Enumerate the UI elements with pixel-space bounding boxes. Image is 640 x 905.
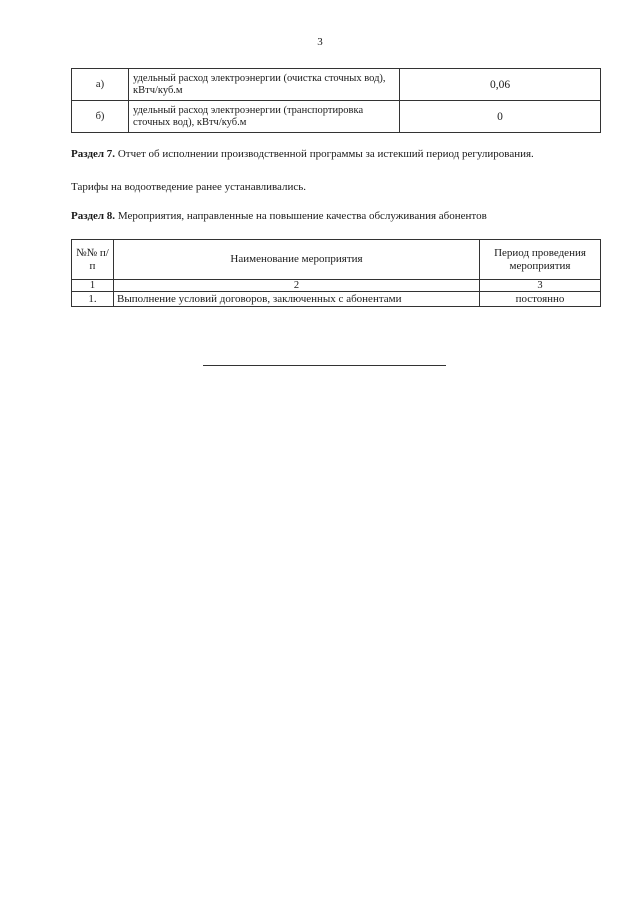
row-letter: а): [72, 69, 129, 101]
row-description: удельный расход электроэнергии (очистка сточных вод), кВтч/куб.м: [129, 69, 400, 101]
header-name: Наименование мероприятия: [114, 240, 480, 280]
column-index: 1: [72, 280, 114, 292]
energy-consumption-table: [71, 68, 601, 133]
section-7-paragraph: [71, 148, 534, 160]
row-value: 0,06: [400, 69, 601, 101]
measures-table: [71, 239, 601, 307]
header-period: Период проведения мероприятия: [480, 240, 601, 280]
row-value: 0: [400, 101, 601, 133]
row-num: 1.: [72, 292, 114, 307]
column-index: 2: [114, 280, 480, 292]
column-index: 3: [480, 280, 601, 292]
section-8-heading: Раздел 8.: [71, 210, 116, 222]
column-index-row: [72, 280, 601, 292]
section-8-text: Мероприятия, направленные на повышение качества обслуживания абонентов: [115, 210, 487, 222]
section-7-text: Отчет об исполнении производственной программы за истекший период регулирования.: [115, 148, 534, 160]
table-row: [72, 69, 601, 101]
header-num: №№ п/п: [72, 240, 114, 280]
row-period: постоянно: [480, 292, 601, 307]
signature-line: [203, 365, 446, 366]
row-name: Выполнение условий договоров, заключенных с абонентами: [114, 292, 480, 307]
table-header-row: [72, 240, 601, 280]
table-row: [72, 292, 601, 307]
section-7-heading: Раздел 7.: [71, 148, 116, 160]
row-letter: б): [72, 101, 129, 133]
row-description: удельный расход электроэнергии (транспортировка сточных вод), кВтч/куб.м: [129, 101, 400, 133]
table-row: [72, 101, 601, 133]
section-8-paragraph: [71, 210, 487, 222]
page-number: 3: [317, 36, 323, 48]
tariffs-note: Тарифы на водоотведение ранее устанавливались.: [71, 181, 307, 193]
